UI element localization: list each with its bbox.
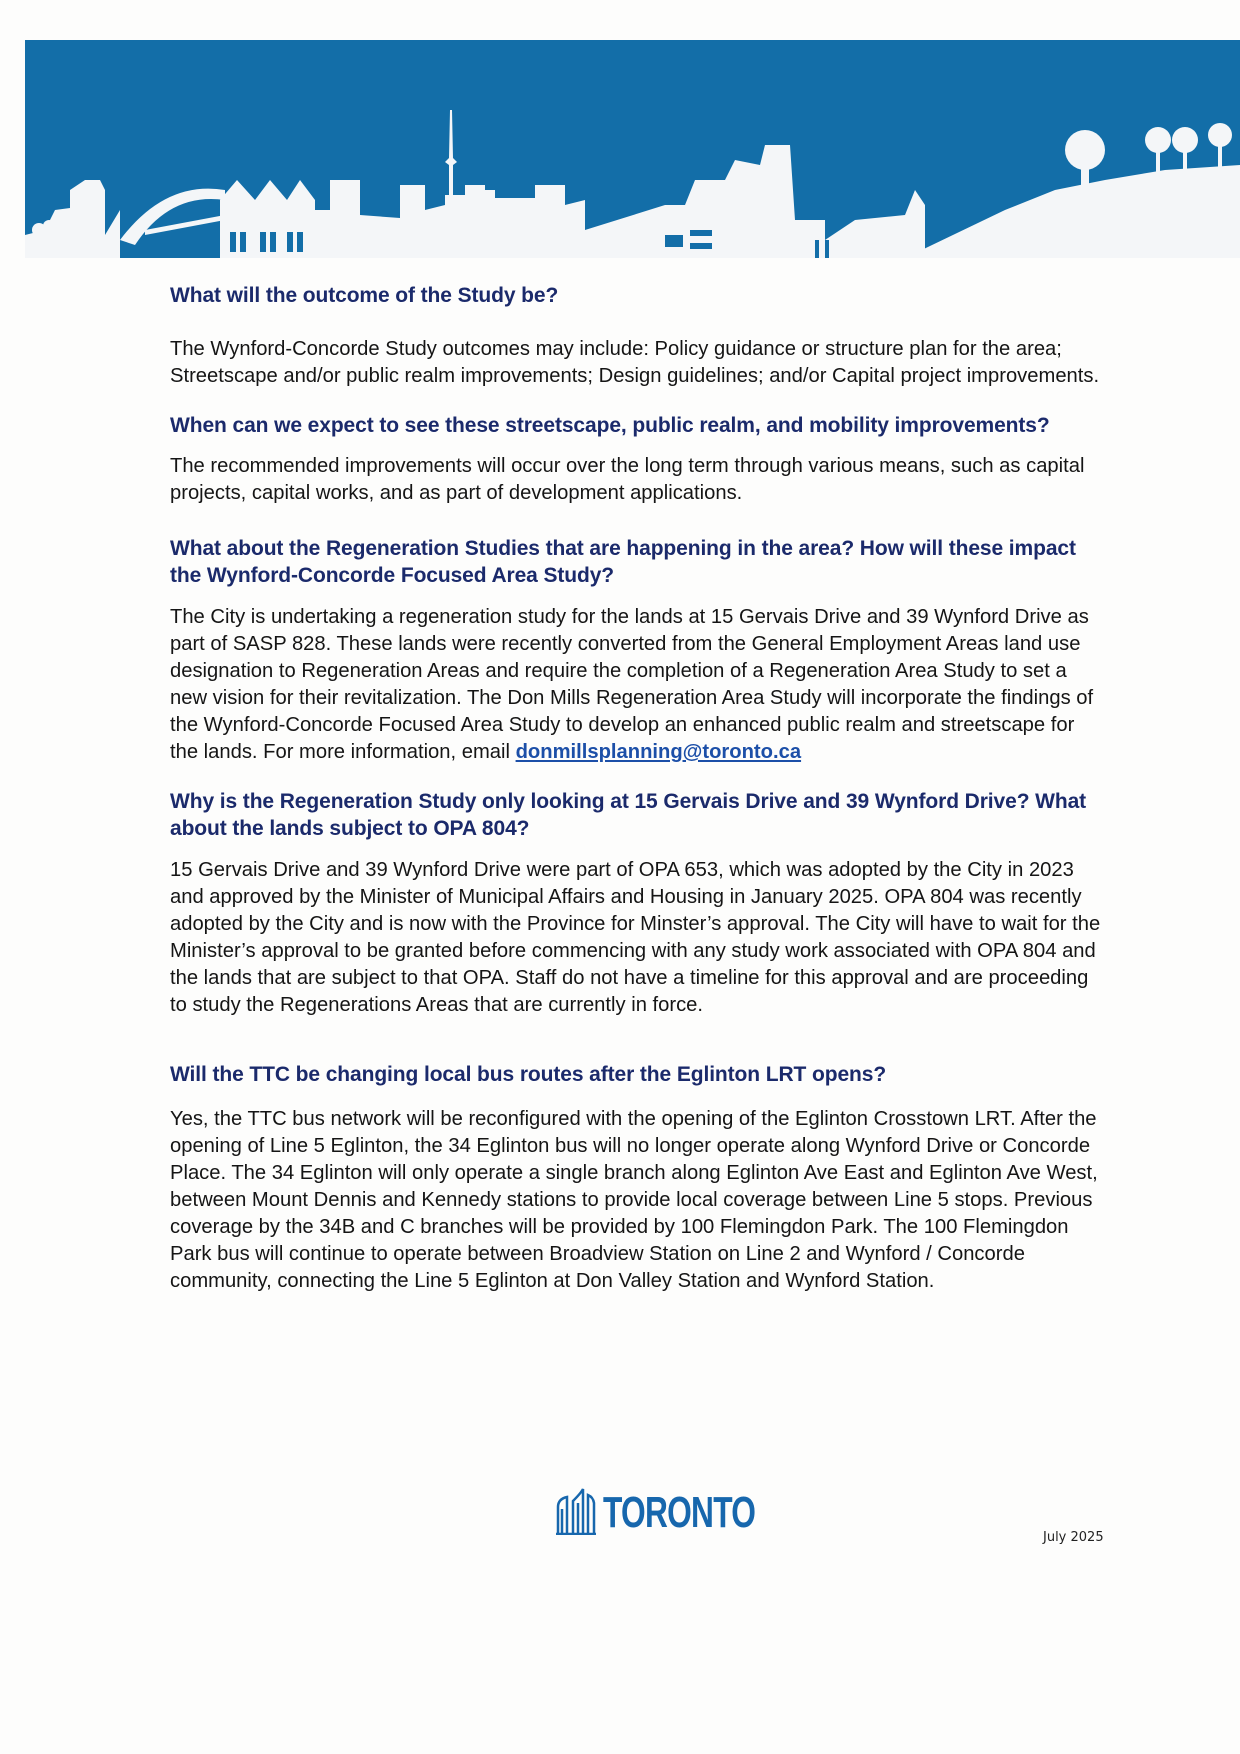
city-hall-icon [555,1487,597,1535]
toronto-logo [555,1485,814,1535]
faq-question: Why is the Regeneration Study only looking at 15 Gervais Drive and 39 Wynford Drive? What about the lands subject to OPA 804? [170,790,1087,840]
faq-answer: The Wynford-Concorde Study outcomes may include: Policy guidance or structure plan for the area; Streetscape and/or public realm improvements; Design guidelines; and/or Capital project improvements. [170,338,1100,387]
faq-answer-text: The City is undertaking a regeneration study for the lands at 15 Gervais Drive and 39 Wynford Drive as part of SASP 828. These lands were recently converted from the General Employment Areas land use designation to Regeneration Areas and require the completion of a Regeneration Area Study to set a new vision for their revitalization. The Don Mills Regeneration Area Study will incorporate the findings of the Wynford-Concorde Focused Area Study to develop an enhanced public realm and streetscape for the lands. For more information, email [170,606,1094,763]
toronto-skyline-icon [25,40,1240,258]
faq-question: What about the Regeneration Studies that are happening in the area? How will these impact the Wynford-Concorde Focused Area Study? [170,537,1076,587]
faq-question: Will the TTC be changing local bus routes after the Eglinton LRT opens? [170,1063,887,1086]
skyline-banner [25,40,1240,258]
faq-answer: Yes, the TTC bus network will be reconfigured with the opening of the Eglinton Crosstown LRT. After the opening of Line 5 Eglinton, the 34 Eglinton bus will no longer operate along Wynford Drive or Concorde Place. The 34 Eglinton will only operate a single branch along Eglinton Ave East and Eglinton Ave West, between Mount Dennis and Kennedy stations to provide local coverage between Line 5 stops. Previous coverage by the 34B and C branches will be provided by 100 Flemingdon Park. The 100 Flemingdon Park bus will continue to operate between Broadview Station on Line 2 and Wynford / Concorde community, connecting the Line 5 Eglinton at Don Valley Station and Wynford Station. [170,1108,1098,1292]
faq-answer: The recommended improvements will occur over the long term through various means, such as capital projects, capital works, and as part of development applications. [170,455,1085,504]
faq-question: What will the outcome of the Study be? [170,284,559,307]
faq-answer: 15 Gervais Drive and 39 Wynford Drive were part of OPA 653, which was adopted by the City in 2023 and approved by the Minister of Municipal Affairs and Housing in January 2025. OPA 804 was recently adopted by the City and is now with the Province for Minster’s approval. The City will have to wait for the Minister’s approval to be granted before commencing with any study work associated with OPA 804 and the lands that are subject to that OPA. Staff do not have a timeline for this approval and are proceeding to study the Regenerations Areas that are currently in force. [170,859,1101,1016]
faq-question: When can we expect to see these streetscape, public realm, and mobility improvements? [170,414,1050,437]
publication-date: July 2025 [1043,1530,1104,1545]
faq-content [170,282,1105,1295]
email-link[interactable]: donmillsplanning@toronto.ca [515,741,802,763]
logo-text: TORONTO [603,1488,756,1537]
faq-answer [170,604,1105,766]
